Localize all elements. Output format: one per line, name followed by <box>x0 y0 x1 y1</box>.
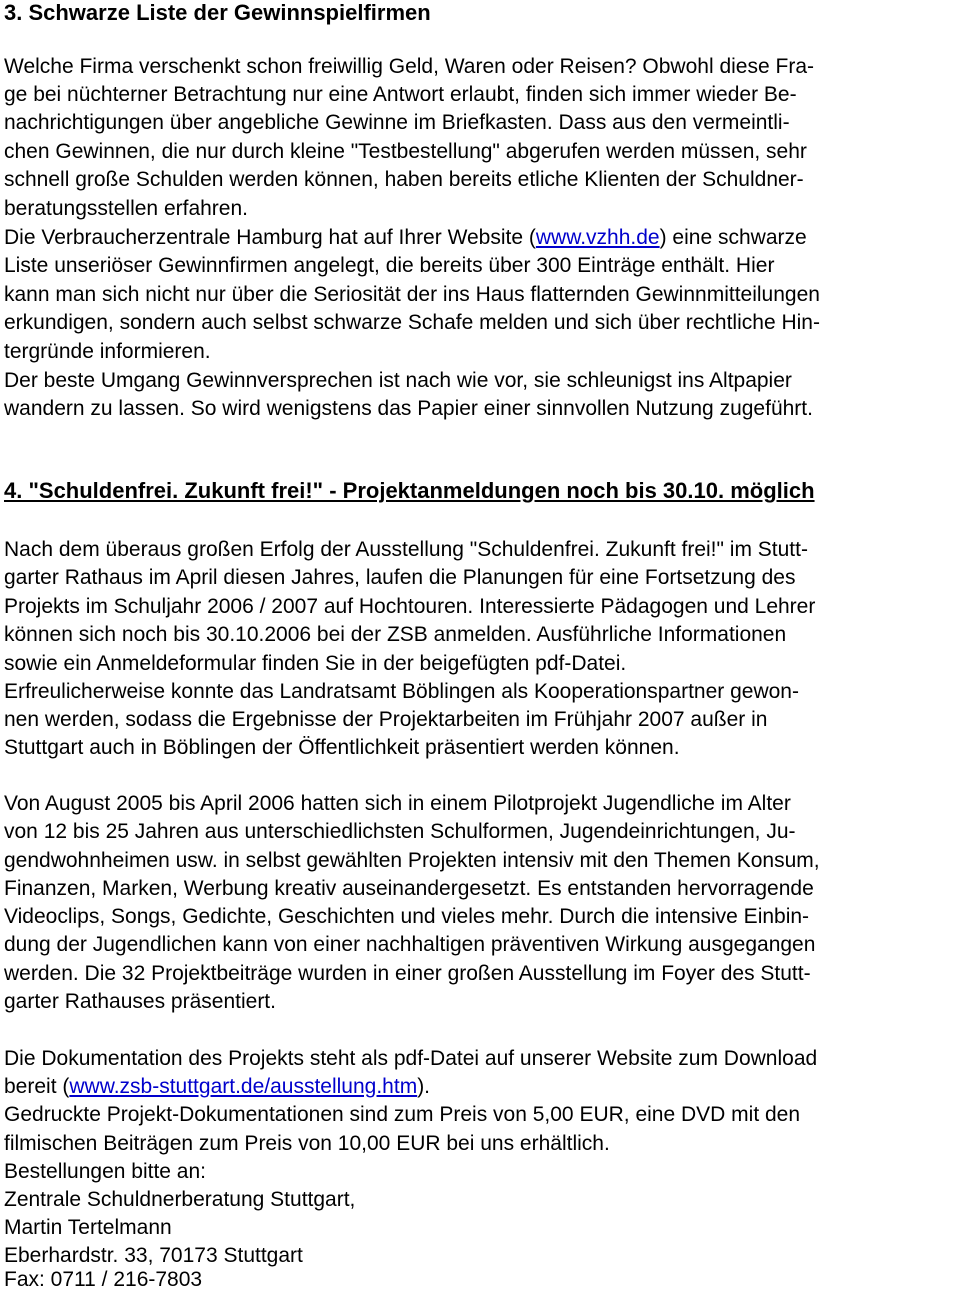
vzhh-link[interactable]: www.vzhh.de <box>535 226 660 249</box>
paragraph-line: schnell große Schulden werden können, haben bereits etliche Klienten der Schuldner- <box>4 168 804 191</box>
paragraph-line: garter Rathaus im April diesen Jahres, laufen die Planungen für eine Fortsetzung des <box>4 566 796 589</box>
paragraph-line: nen werden, sodass die Ergebnisse der Projektarbeiten im Frühjahr 2007 außer in <box>4 708 768 731</box>
fax-line: Fax: 0711 / 216-7803 <box>4 1268 203 1291</box>
paragraph-line: Projekts im Schuljahr 2006 / 2007 auf Hochtouren. Interessierte Pädagogen und Lehrer <box>4 595 816 618</box>
paragraph-line: dung der Jugendlichen kann von einer nachhaltigen präventiven Wirkung ausgegangen <box>4 933 816 956</box>
paragraph-line <box>4 1073 430 1101</box>
address-line: Eberhardstr. 33, 70173 Stuttgart <box>4 1244 303 1267</box>
paragraph-line: kann man sich nicht nur über die Seriosität der ins Haus flatternden Gewinnmitteilungen <box>4 283 820 306</box>
paragraph-line: Nach dem überaus großen Erfolg der Ausstellung "Schuldenfrei. Zukunft frei!" im Stutt- <box>4 538 808 561</box>
paragraph-line: Finanzen, Marken, Werbung kreativ auseinandergesetzt. Es entstanden hervorragende <box>4 877 814 900</box>
address-line: Martin Tertelmann <box>4 1216 172 1239</box>
paragraph-line: nachrichtigungen über angebliche Gewinne im Briefkasten. Dass aus den vermeintli- <box>4 111 790 134</box>
paragraph-line: werden. Die 32 Projektbeiträge wurden in einer großen Ausstellung im Foyer des Stutt- <box>4 962 811 985</box>
paragraph-line: Der beste Umgang Gewinnversprechen ist nach wie vor, sie schleunigst ins Altpapier <box>4 369 792 392</box>
paragraph-line: Erfreulicherweise konnte das Landratsamt Böblingen als Kooperationspartner gewon- <box>4 680 799 703</box>
paragraph-line: chen Gewinnen, die nur durch kleine "Testbestellung" abgerufen werden müssen, sehr <box>4 140 807 163</box>
paragraph-line: garter Rathauses präsentiert. <box>4 990 276 1013</box>
paragraph-line: Von August 2005 bis April 2006 hatten sich in einem Pilotprojekt Jugendliche im Alter <box>4 792 791 815</box>
paragraph-line: gendwohnheimen usw. in selbst gewählten Projekten intensiv mit den Themen Konsum, <box>4 849 820 872</box>
section-4-title: 4. "Schuldenfrei. Zukunft frei!" - Projektanmeldungen noch bis 30.10. möglich <box>4 478 815 503</box>
paragraph-line: filmischen Beiträgen zum Preis von 10,00 EUR bei uns erhältlich. <box>4 1132 610 1155</box>
paragraph-line: ge bei nüchterner Betrachtung nur eine Antwort erlaubt, finden sich immer wieder Be- <box>4 83 797 106</box>
paragraph-line: erkundigen, sondern auch selbst schwarze Schafe melden und sich über rechtliche Hin- <box>4 311 820 334</box>
paragraph-line: sowie ein Anmeldeformular finden Sie in der beigefügten pdf-Datei. <box>4 652 627 675</box>
paragraph-line: Welche Firma verschenkt schon freiwillig Geld, Waren oder Reisen? Obwohl diese Fra- <box>4 55 814 78</box>
line-text: ) eine schwarze <box>659 226 807 249</box>
paragraph-line: Bestellungen bitte an: <box>4 1160 206 1183</box>
section-4-heading <box>4 478 815 504</box>
paragraph-line: von 12 bis 25 Jahren aus unterschiedlichsten Schulformen, Jugendeinrichtungen, Ju- <box>4 820 796 843</box>
paragraph-line: wandern zu lassen. So wird wenigstens das Papier einer sinnvollen Nutzung zugeführt. <box>4 397 813 420</box>
paragraph-line: Liste unseriöser Gewinnfirmen angelegt, die bereits über 300 Einträge enthält. Hier <box>4 254 775 277</box>
section-3-heading: 3. Schwarze Liste der Gewinnspielfirmen <box>4 0 431 25</box>
paragraph-line: tergründe informieren. <box>4 340 211 363</box>
zsb-link[interactable]: www.zsb-stuttgart.de/ausstellung.htm <box>69 1075 418 1098</box>
paragraph-line: Videoclips, Songs, Gedichte, Geschichten und vieles mehr. Durch die intensive Einbin- <box>4 905 810 928</box>
paragraph-line: Stuttgart auch in Böblingen der Öffentlichkeit präsentiert werden können. <box>4 736 680 759</box>
paragraph-line <box>4 224 807 252</box>
paragraph-line: Gedruckte Projekt-Dokumentationen sind zum Preis von 5,00 EUR, eine DVD mit den <box>4 1103 801 1126</box>
paragraph-line: beratungsstellen erfahren. <box>4 197 248 220</box>
line-text: bereit ( <box>4 1075 70 1098</box>
line-text: ). <box>417 1075 431 1098</box>
paragraph-line: Die Dokumentation des Projekts steht als pdf-Datei auf unserer Website zum Download <box>4 1047 818 1070</box>
line-text: Die Verbraucherzentrale Hamburg hat auf Ihrer Website ( <box>4 226 536 249</box>
address-line: Zentrale Schuldnerberatung Stuttgart, <box>4 1188 356 1211</box>
paragraph-line: können sich noch bis 30.10.2006 bei der ZSB anmelden. Ausführliche Informationen <box>4 623 787 646</box>
